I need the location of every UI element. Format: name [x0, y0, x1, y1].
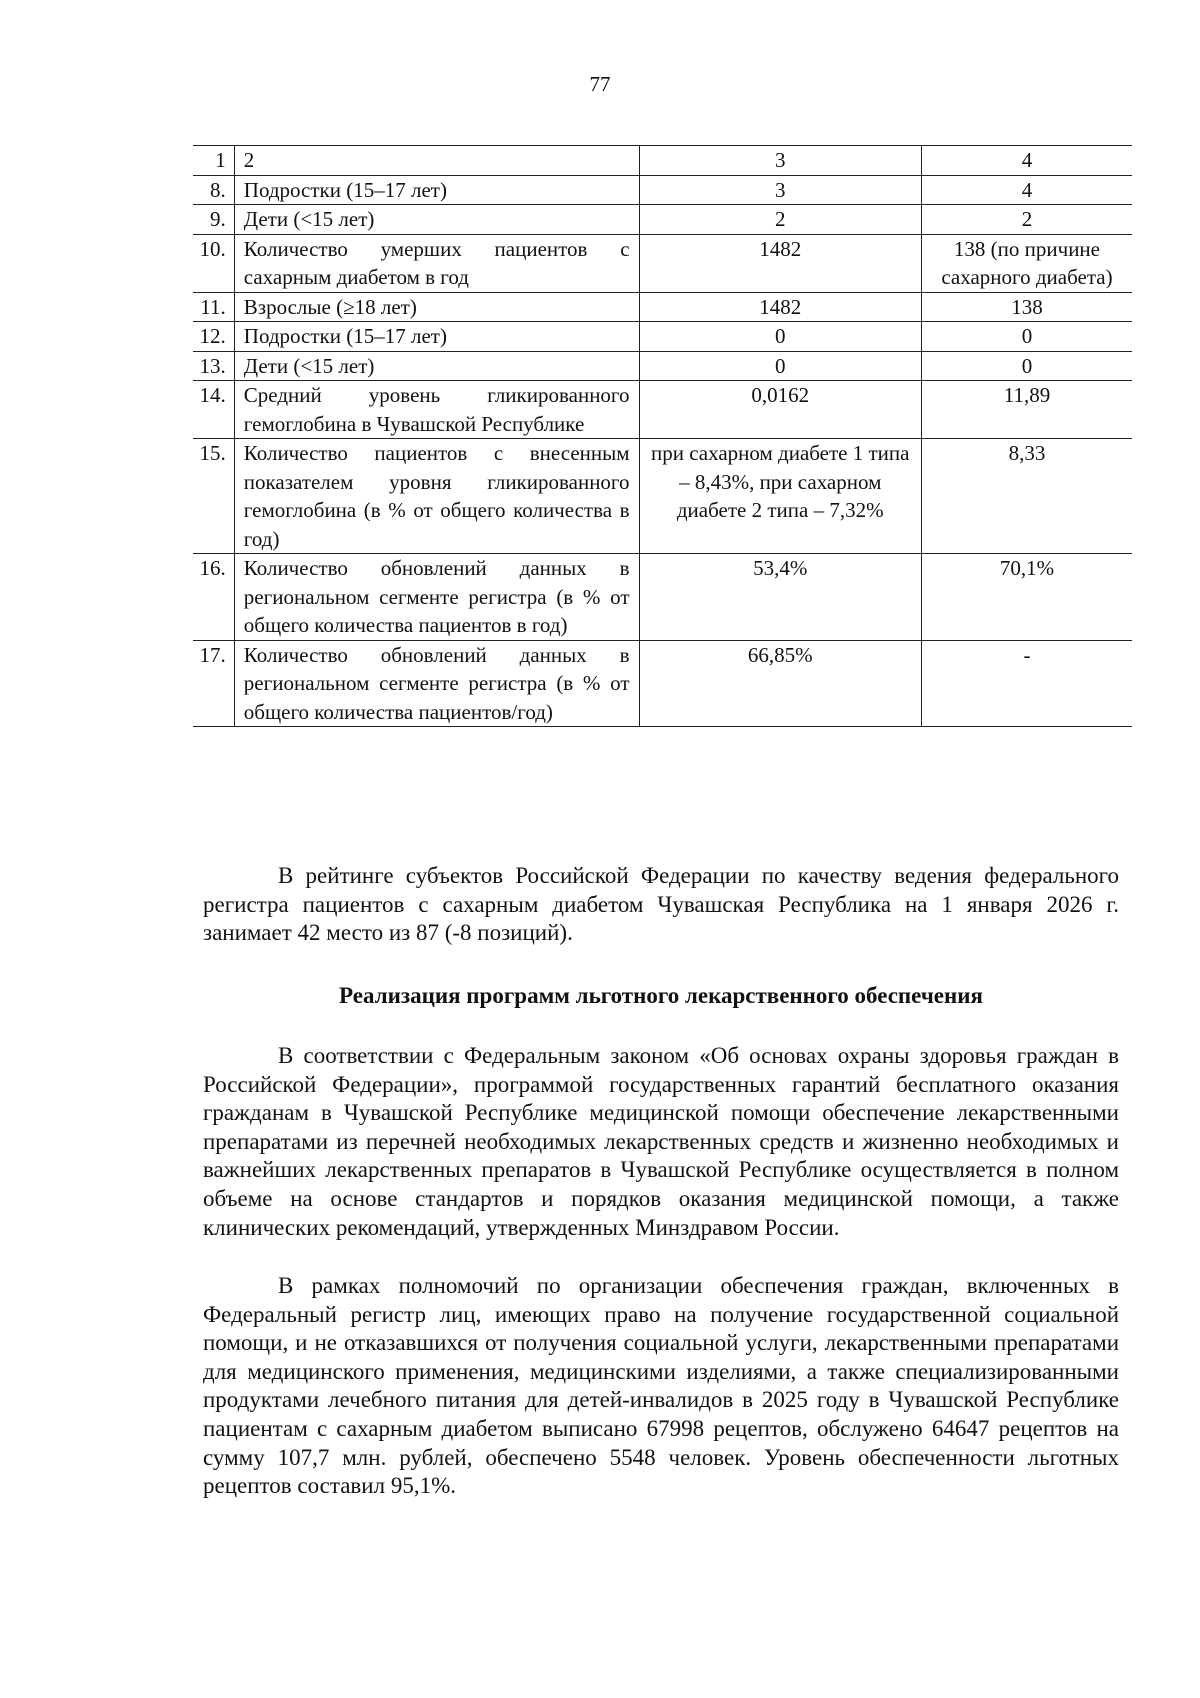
row-label: Подростки (15–17 лет): [234, 322, 639, 352]
table-row: [193, 322, 1132, 352]
row-value-col3: 2: [639, 205, 921, 235]
table-row: [193, 234, 1132, 292]
row-label: Количество умерших пациентов с сахарным диабетом в год: [234, 234, 639, 292]
row-value-col4: 8,33: [921, 439, 1132, 554]
row-number: 14.: [193, 381, 234, 439]
table-row: [193, 640, 1132, 727]
table-row: [193, 205, 1132, 235]
row-value-col4: 70,1%: [921, 554, 1132, 641]
body-paragraph-1: В соответствии с Федеральным законом «Об основах охраны здоровья граждан в Российской Федерации», программой государственных гарантий бесплатного оказания гражданам в Чувашской Республике медицинской помощи обеспечение лекарственными препаратами из перечней необходимых лекарственных средств и жизненно необходимых и важнейших лекарственных препаратов в Чувашской Республике осуществляется в полном объеме на основе стандартов и порядков оказания медицинской помощи, а также клинических рекомендаций, утвержденных Минздравом России.: [203, 1043, 1119, 1240]
row-number: 10.: [193, 234, 234, 292]
row-label: Средний уровень гликированного гемоглобина в Чувашской Республике: [234, 381, 639, 439]
row-value-col4: 138: [921, 292, 1132, 322]
table-row: [193, 381, 1132, 439]
row-number: 9.: [193, 205, 234, 235]
row-number: 8.: [193, 175, 234, 205]
section-heading: Реализация программ льготного лекарственного обеспечения: [339, 983, 983, 1008]
row-number: 12.: [193, 322, 234, 352]
table-header-cell: 4: [921, 146, 1132, 176]
row-number: 16.: [193, 554, 234, 641]
row-value-col4: 2: [921, 205, 1132, 235]
table-header-row: [193, 146, 1132, 176]
row-value-col3: 0: [639, 322, 921, 352]
table-row: [193, 175, 1132, 205]
row-value-col4: 4: [921, 175, 1132, 205]
table-row: [193, 351, 1132, 381]
row-label: Подростки (15–17 лет): [234, 175, 639, 205]
row-value-col4: 11,89: [921, 381, 1132, 439]
statistics-table: [193, 145, 1132, 727]
row-value-col3: 66,85%: [639, 640, 921, 727]
row-value-col3: 53,4%: [639, 554, 921, 641]
rating-paragraph: В рейтинге субъектов Российской Федерации по качеству ведения федерального регистра пациентов с сахарным диабетом Чувашская Республика на 1 января 2026 г. занимает 42 место из 87 (-8 позиций).: [203, 863, 1119, 946]
table-header-cell: 3: [639, 146, 921, 176]
row-label: Количество обновлений данных в региональном сегменте регистра (в % от общего количества пациентов в год): [234, 554, 639, 641]
row-value-col3: 3: [639, 175, 921, 205]
row-value-col3: при сахарном диабете 1 типа – 8,43%, при сахарном диабете 2 типа – 7,32%: [639, 439, 921, 554]
row-value-col4: 0: [921, 351, 1132, 381]
row-label: Количество пациентов с внесенным показателем уровня гликированного гемоглобина (в % от общего количества в год): [234, 439, 639, 554]
row-label: Дети (<15 лет): [234, 205, 639, 235]
table-header-cell: 2: [234, 146, 639, 176]
row-value-col3: 1482: [639, 292, 921, 322]
table-header-cell: 1: [193, 146, 234, 176]
row-value-col4: -: [921, 640, 1132, 727]
row-value-col4: 0: [921, 322, 1132, 352]
row-label: Взрослые (≥18 лет): [234, 292, 639, 322]
row-number: 17.: [193, 640, 234, 727]
table-row: [193, 439, 1132, 554]
row-value-col3: 0: [639, 351, 921, 381]
row-label: Количество обновлений данных в региональном сегменте регистра (в % от общего количества пациентов/год): [234, 640, 639, 727]
row-value-col3: 1482: [639, 234, 921, 292]
row-value-col3: 0,0162: [639, 381, 921, 439]
table-row: [193, 292, 1132, 322]
row-label: Дети (<15 лет): [234, 351, 639, 381]
row-number: 13.: [193, 351, 234, 381]
page-number: 77: [589, 72, 611, 96]
table-row: [193, 554, 1132, 641]
row-number: 15.: [193, 439, 234, 554]
row-number: 11.: [193, 292, 234, 322]
row-value-col4: 138 (по причине сахарного диабета): [921, 234, 1132, 292]
body-paragraph-2: В рамках полномочий по организации обеспечения граждан, включенных в Федеральный регистр лиц, имеющих право на получение государственной социальной помощи, и не отказавшихся от получения социальной услуги, лекарственными препаратами для медицинского применения, медицинскими изделиями, а также специализированными продуктами лечебного питания для детей-инвалидов в 2025 году в Чувашской Республике пациентам с сахарным диабетом выписано 67998 рецептов, обслужено 64647 рецептов на сумму 107,7 млн. рублей, обеспечено 5548 человек. Уровень обеспеченности льготных рецептов составил 95,1%.: [203, 1273, 1119, 1499]
